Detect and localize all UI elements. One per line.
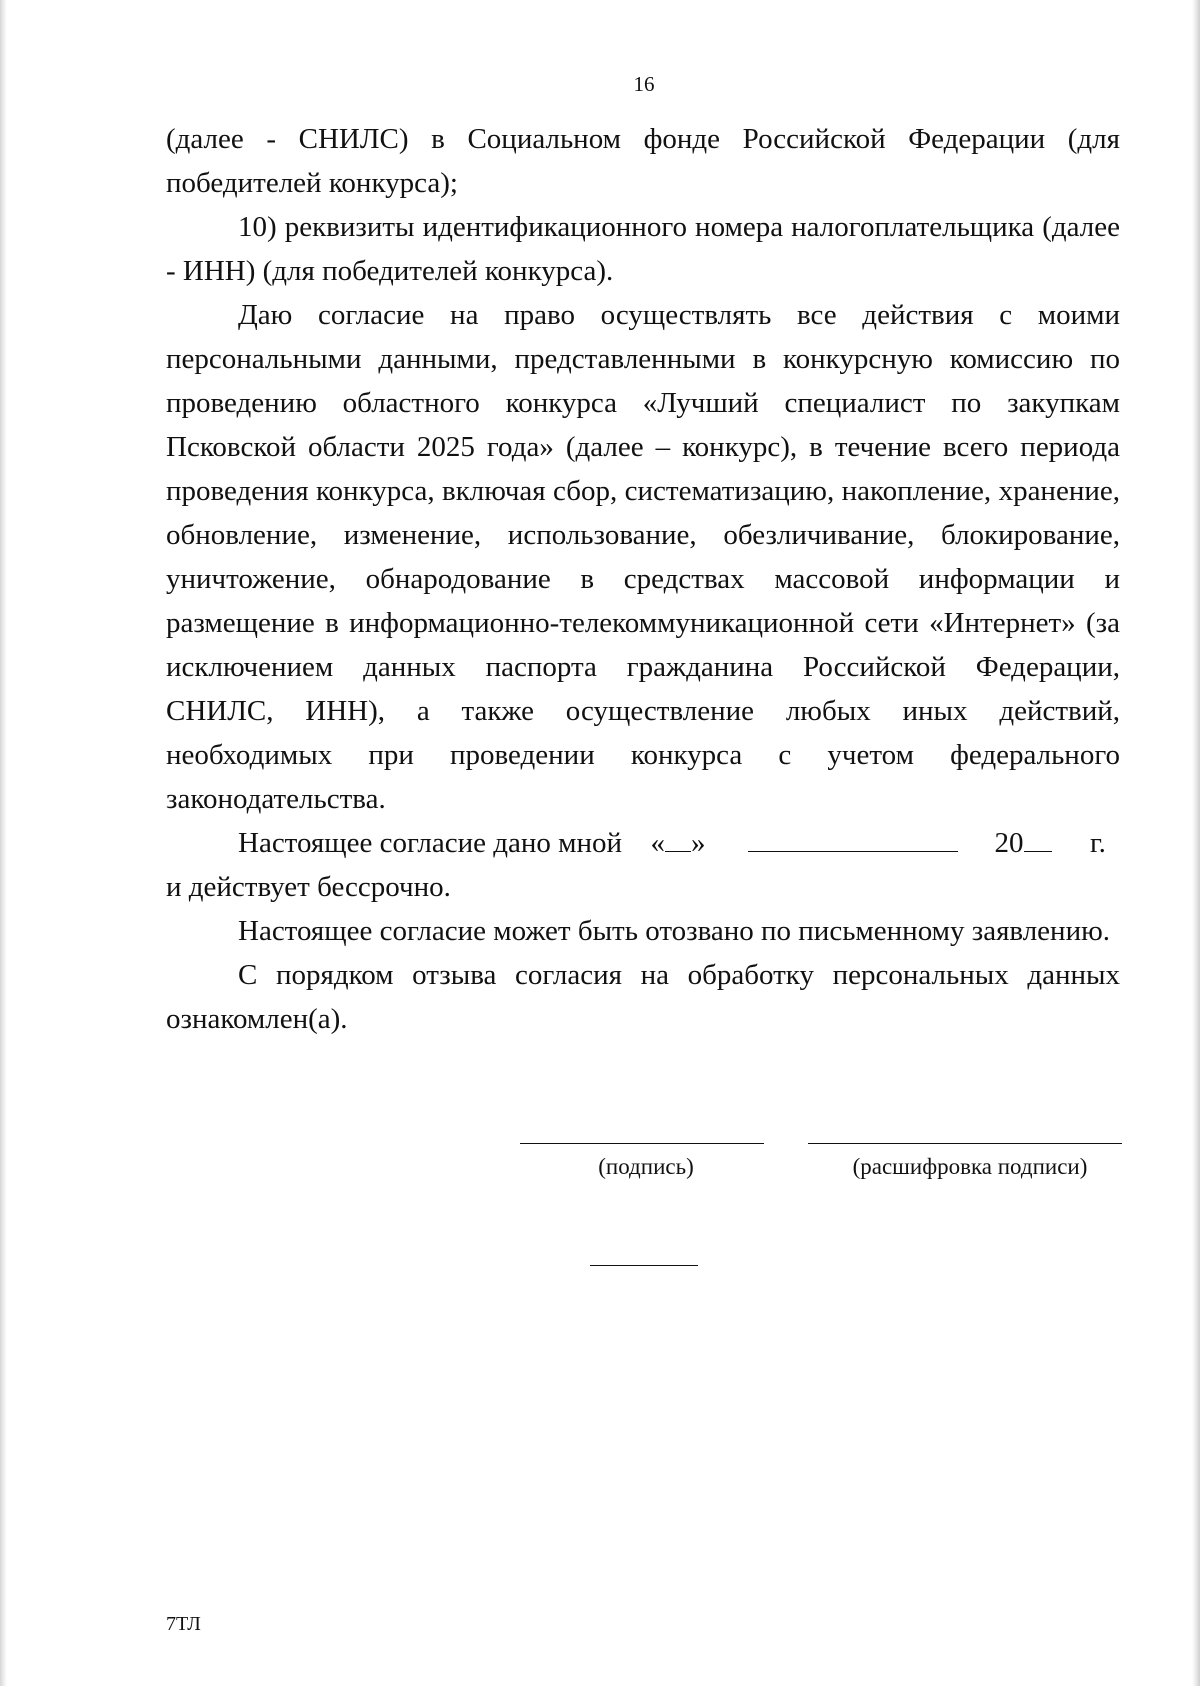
paragraph-consent-date bbox=[166, 821, 1120, 865]
day-blank bbox=[665, 825, 691, 852]
page-number: 16 bbox=[633, 72, 655, 96]
year-prefix: 20 bbox=[994, 827, 1024, 859]
paragraph-acknowledgement: С порядком отзыва согласия на обработку персональных данных ознакомлен(а). bbox=[166, 959, 1120, 1035]
scan-edge-left bbox=[0, 0, 7, 1686]
document-body bbox=[166, 117, 1120, 1041]
end-of-document-line bbox=[590, 1265, 698, 1266]
paragraph-revocation: Настоящее согласие может быть отозвано по письменному заявлению. bbox=[238, 915, 1111, 947]
paragraph-inn: 10) реквизиты идентификационного номера налогоплательщика (далее - ИНН) (для победителей конкурса). bbox=[166, 211, 1120, 287]
scan-edge-right bbox=[1192, 0, 1200, 1686]
consent-date-lead: Настоящее согласие дано мной bbox=[238, 827, 623, 859]
year-suffix: г. bbox=[1090, 827, 1106, 859]
signature-transcript-line bbox=[808, 1143, 1122, 1144]
date-quote-open: « bbox=[650, 827, 666, 859]
signature-transcript-caption: (расшифровка подписи) bbox=[852, 1154, 1088, 1179]
paragraph-consent-validity: и действует бессрочно. bbox=[166, 871, 451, 903]
signature-line bbox=[520, 1143, 764, 1144]
date-quote-close: » bbox=[691, 827, 706, 859]
paragraph-snils: (далее - СНИЛС) в Социальном фонде Российской Федерации (для победителей конкурса); bbox=[166, 123, 1120, 199]
month-blank bbox=[748, 825, 958, 852]
footer-code: 7ТЛ bbox=[166, 1613, 201, 1635]
year-blank bbox=[1024, 825, 1052, 852]
paragraph-consent: Даю согласие на право осуществлять все действия с моими персональными данными, представленными в конкурсную комиссию по проведению областного конкурса «Лучший специалист по закупкам Псковской области 2025 года» (далее – конкурс), в течение всего периода проведения конкурса, включая сбор, систематизацию, накопление, хранение, обновление, изменение, использование, обезличивание, блокирование, уничтожение, обнародование в средствах массовой информации и размещение в информационно-телекоммуникационной сети «Интернет» (за исключением данных паспорта гражданина Российской Федерации, СНИЛС, ИНН), а также осуществление любых иных действий, необходимых при проведении конкурса с учетом федерального законодательства. bbox=[166, 299, 1120, 815]
signature-caption: (подпись) bbox=[598, 1154, 694, 1179]
